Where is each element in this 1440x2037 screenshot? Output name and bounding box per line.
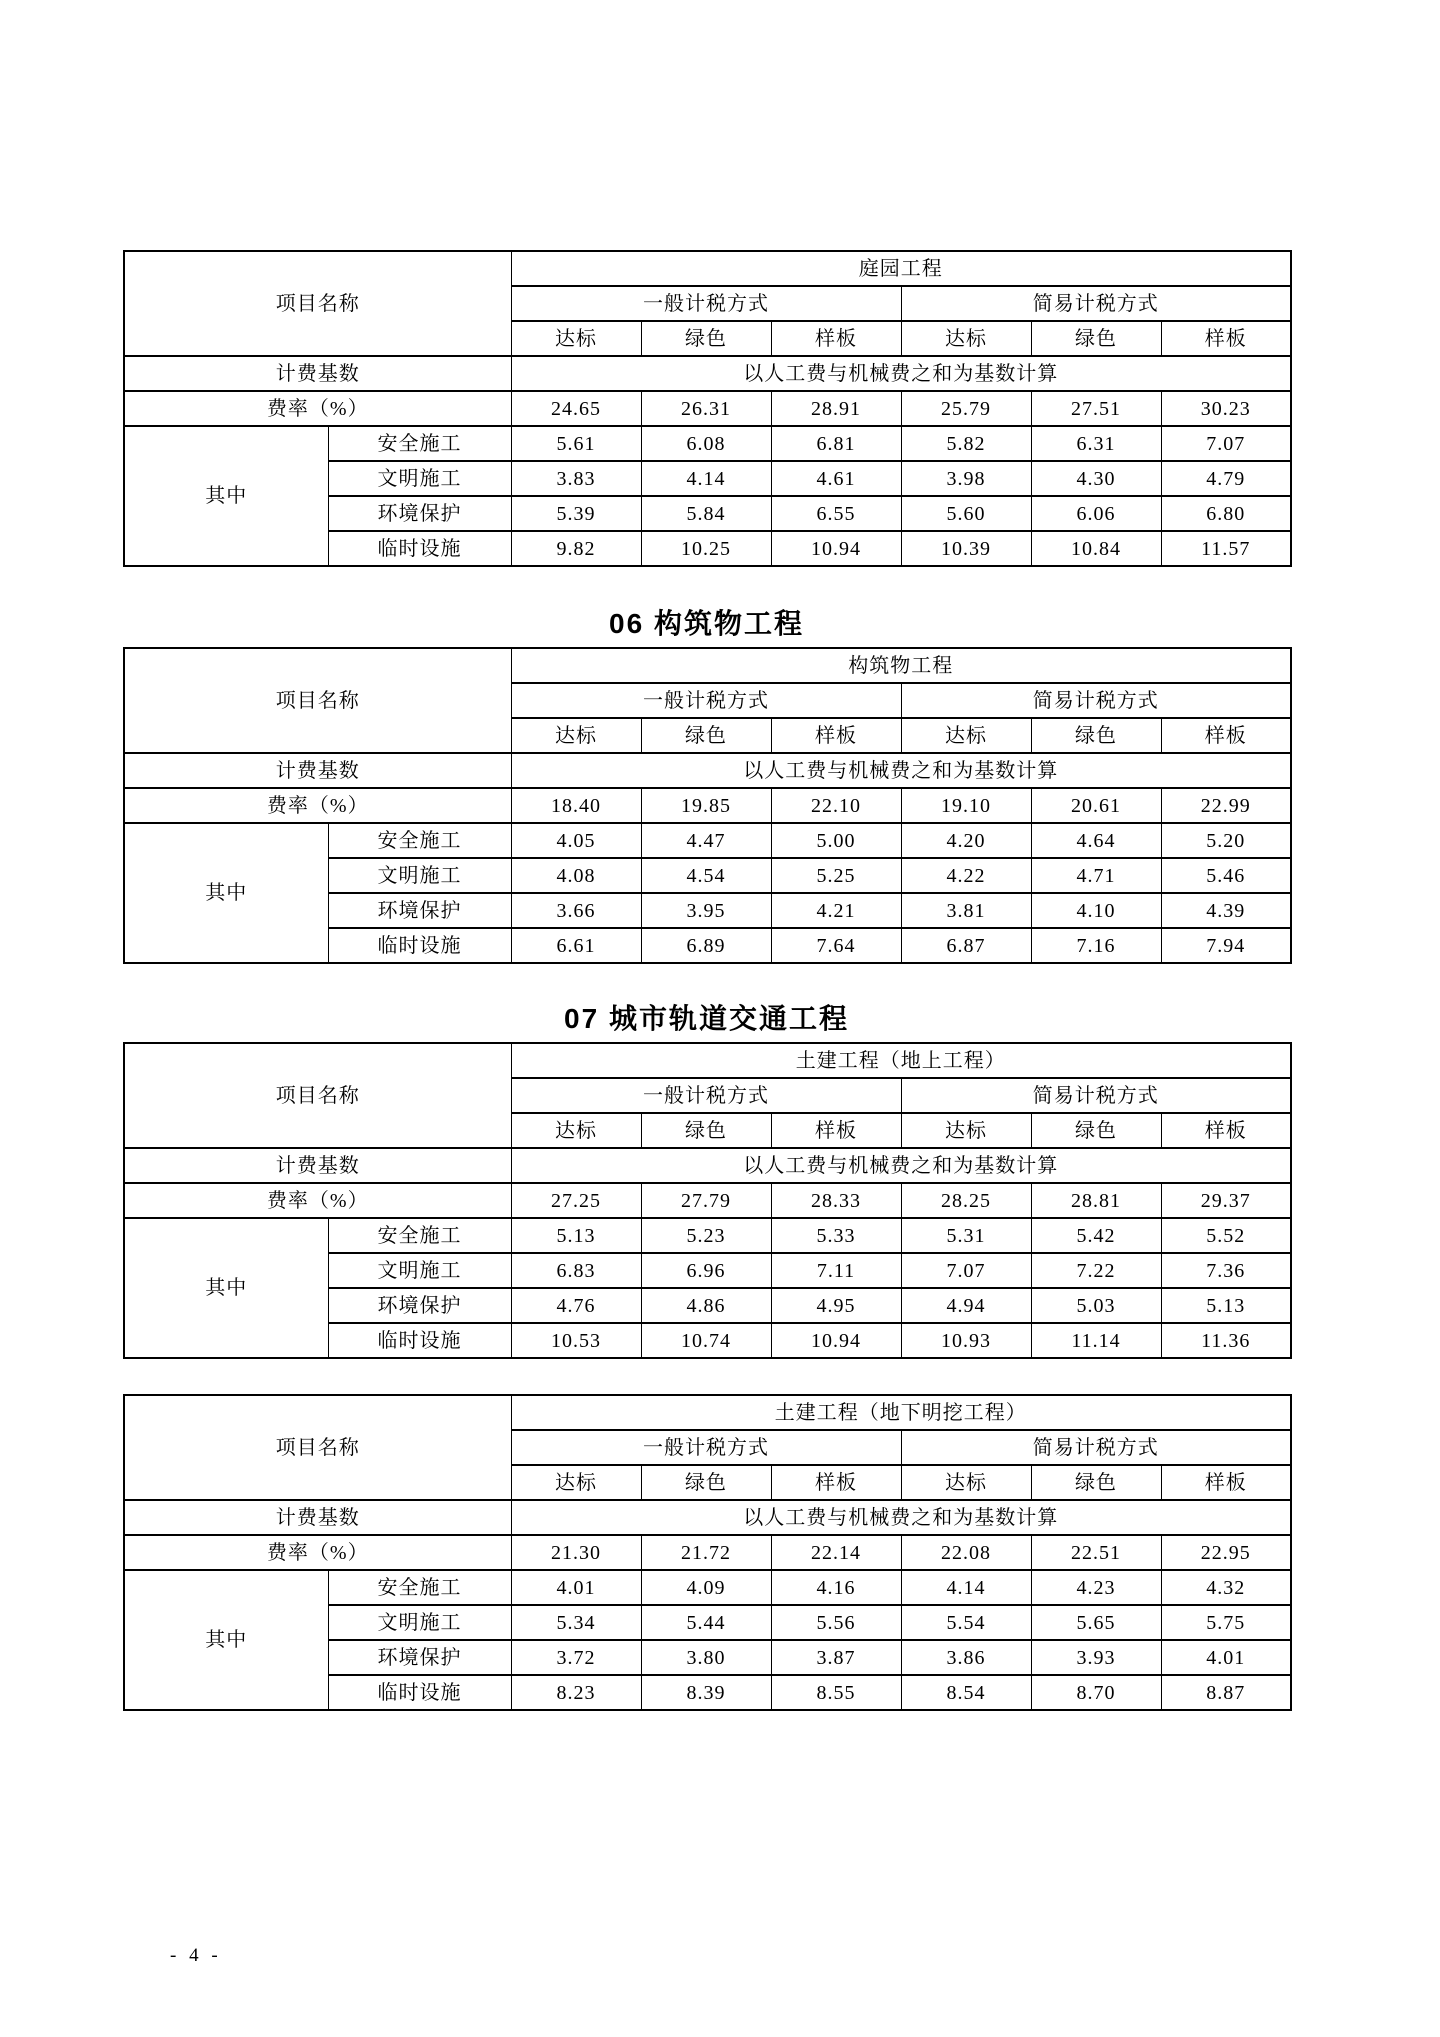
rate-label: 费率（%） (124, 788, 511, 823)
item-value: 3.72 (511, 1640, 641, 1675)
item-value: 4.76 (511, 1288, 641, 1323)
rate-label: 费率（%） (124, 391, 511, 426)
item-value: 4.79 (1161, 461, 1291, 496)
section-heading: 07 城市轨道交通工程 (564, 1003, 849, 1034)
grade-header: 样板 (1161, 718, 1291, 753)
item-label: 环境保护 (328, 1640, 511, 1675)
item-value: 8.87 (1161, 1675, 1291, 1710)
fee-base-label: 计费基数 (124, 1500, 511, 1535)
rate-value: 28.33 (771, 1183, 901, 1218)
table-title: 庭园工程 (511, 251, 1291, 286)
item-value: 4.22 (901, 858, 1031, 893)
item-value: 4.01 (511, 1570, 641, 1605)
item-value: 6.55 (771, 496, 901, 531)
rate-value: 19.85 (641, 788, 771, 823)
fee-base-value: 以人工费与机械费之和为基数计算 (511, 753, 1291, 788)
grade-header: 达标 (901, 321, 1031, 356)
item-value: 6.87 (901, 928, 1031, 963)
tax-method-simple: 简易计税方式 (901, 1078, 1291, 1113)
item-value: 8.54 (901, 1675, 1031, 1710)
item-value: 5.34 (511, 1605, 641, 1640)
item-value: 11.36 (1161, 1323, 1291, 1358)
item-value: 7.07 (901, 1253, 1031, 1288)
fee-rate-table-rail-underground (123, 1394, 1292, 1711)
tax-method-general: 一般计税方式 (511, 1078, 901, 1113)
item-label: 临时设施 (328, 531, 511, 566)
rate-value: 22.10 (771, 788, 901, 823)
item-value: 5.54 (901, 1605, 1031, 1640)
item-value: 5.56 (771, 1605, 901, 1640)
tax-method-simple: 简易计税方式 (901, 286, 1291, 321)
item-label: 临时设施 (328, 1675, 511, 1710)
item-value: 4.39 (1161, 893, 1291, 928)
item-value: 4.01 (1161, 1640, 1291, 1675)
table-title: 构筑物工程 (511, 648, 1291, 683)
among-label: 其中 (124, 823, 328, 963)
item-label: 文明施工 (328, 461, 511, 496)
item-value: 8.55 (771, 1675, 901, 1710)
rate-value: 21.72 (641, 1535, 771, 1570)
item-value: 3.87 (771, 1640, 901, 1675)
tax-method-general: 一般计税方式 (511, 683, 901, 718)
rate-value: 28.25 (901, 1183, 1031, 1218)
item-label: 文明施工 (328, 1605, 511, 1640)
item-value: 4.08 (511, 858, 641, 893)
tax-method-general: 一般计税方式 (511, 1430, 901, 1465)
among-label: 其中 (124, 1570, 328, 1710)
item-value: 10.25 (641, 531, 771, 566)
table-row (124, 1570, 1291, 1605)
grade-header: 样板 (1161, 1465, 1291, 1500)
rate-value: 25.79 (901, 391, 1031, 426)
grade-header: 样板 (771, 1113, 901, 1148)
item-value: 10.94 (771, 531, 901, 566)
section-heading: 06 构筑物工程 (609, 608, 804, 639)
grade-header: 达标 (901, 1113, 1031, 1148)
item-value: 7.64 (771, 928, 901, 963)
item-value: 6.96 (641, 1253, 771, 1288)
rate-value: 28.81 (1031, 1183, 1161, 1218)
grade-header: 样板 (771, 321, 901, 356)
rate-value: 18.40 (511, 788, 641, 823)
item-label: 安全施工 (328, 823, 511, 858)
rate-value: 22.99 (1161, 788, 1291, 823)
rate-value: 27.79 (641, 1183, 771, 1218)
item-label: 文明施工 (328, 1253, 511, 1288)
item-label: 环境保护 (328, 496, 511, 531)
grade-header: 绿色 (1031, 718, 1161, 753)
among-label: 其中 (124, 426, 328, 566)
item-value: 5.39 (511, 496, 641, 531)
among-label: 其中 (124, 1218, 328, 1358)
fee-rate-table-garden (123, 250, 1292, 567)
item-value: 3.93 (1031, 1640, 1161, 1675)
fee-rate-table-structures (123, 647, 1292, 964)
item-value: 5.03 (1031, 1288, 1161, 1323)
item-value: 5.61 (511, 426, 641, 461)
grade-header: 达标 (901, 1465, 1031, 1500)
page-number: - 4 - (170, 1945, 222, 1966)
item-value: 10.53 (511, 1323, 641, 1358)
rate-value: 26.31 (641, 391, 771, 426)
rate-value: 27.25 (511, 1183, 641, 1218)
item-value: 10.39 (901, 531, 1031, 566)
grade-header: 达标 (511, 1113, 641, 1148)
item-value: 10.94 (771, 1323, 901, 1358)
rate-value: 29.37 (1161, 1183, 1291, 1218)
item-value: 3.98 (901, 461, 1031, 496)
rate-value: 22.95 (1161, 1535, 1291, 1570)
rate-value: 22.08 (901, 1535, 1031, 1570)
item-value: 5.65 (1031, 1605, 1161, 1640)
grade-header: 达标 (511, 1465, 641, 1500)
table-row (124, 426, 1291, 461)
fee-base-value: 以人工费与机械费之和为基数计算 (511, 356, 1291, 391)
item-label: 环境保护 (328, 893, 511, 928)
rate-value: 28.91 (771, 391, 901, 426)
item-value: 3.81 (901, 893, 1031, 928)
item-label: 临时设施 (328, 928, 511, 963)
item-value: 4.05 (511, 823, 641, 858)
grade-header: 样板 (771, 1465, 901, 1500)
item-value: 8.23 (511, 1675, 641, 1710)
item-value: 6.83 (511, 1253, 641, 1288)
rate-value: 27.51 (1031, 391, 1161, 426)
item-value: 6.80 (1161, 496, 1291, 531)
item-value: 4.32 (1161, 1570, 1291, 1605)
fee-base-value: 以人工费与机械费之和为基数计算 (511, 1500, 1291, 1535)
item-value: 6.06 (1031, 496, 1161, 531)
item-value: 8.39 (641, 1675, 771, 1710)
fee-base-label: 计费基数 (124, 356, 511, 391)
item-value: 10.74 (641, 1323, 771, 1358)
item-value: 5.84 (641, 496, 771, 531)
item-value: 6.61 (511, 928, 641, 963)
table-row (124, 823, 1291, 858)
item-value: 4.54 (641, 858, 771, 893)
grade-header: 绿色 (641, 1465, 771, 1500)
grade-header: 达标 (511, 718, 641, 753)
item-value: 6.31 (1031, 426, 1161, 461)
top-margin (123, 0, 1290, 250)
item-value: 10.84 (1031, 531, 1161, 566)
item-value: 3.83 (511, 461, 641, 496)
item-value: 3.66 (511, 893, 641, 928)
grade-header: 样板 (771, 718, 901, 753)
grade-header: 绿色 (641, 321, 771, 356)
item-value: 5.00 (771, 823, 901, 858)
item-value: 8.70 (1031, 1675, 1161, 1710)
item-value: 5.75 (1161, 1605, 1291, 1640)
rate-value: 20.61 (1031, 788, 1161, 823)
item-value: 3.80 (641, 1640, 771, 1675)
item-value: 5.13 (1161, 1288, 1291, 1323)
item-value: 11.57 (1161, 531, 1291, 566)
item-value: 4.21 (771, 893, 901, 928)
fee-base-label: 计费基数 (124, 1148, 511, 1183)
table-row (124, 1218, 1291, 1253)
item-value: 5.44 (641, 1605, 771, 1640)
item-value: 9.82 (511, 531, 641, 566)
fee-base-value: 以人工费与机械费之和为基数计算 (511, 1148, 1291, 1183)
rate-label: 费率（%） (124, 1535, 511, 1570)
rate-value: 30.23 (1161, 391, 1291, 426)
section-garden (123, 250, 1290, 567)
item-value: 7.11 (771, 1253, 901, 1288)
section-rail-transit-underground (123, 1394, 1290, 1711)
table-title: 土建工程（地上工程） (511, 1043, 1291, 1078)
project-name-header: 项目名称 (124, 648, 511, 753)
item-value: 10.93 (901, 1323, 1031, 1358)
item-value: 7.36 (1161, 1253, 1291, 1288)
rate-value: 22.51 (1031, 1535, 1161, 1570)
item-value: 4.95 (771, 1288, 901, 1323)
item-value: 4.20 (901, 823, 1031, 858)
grade-header: 达标 (901, 718, 1031, 753)
rate-label: 费率（%） (124, 1183, 511, 1218)
item-value: 6.81 (771, 426, 901, 461)
grade-header: 绿色 (641, 718, 771, 753)
item-value: 7.16 (1031, 928, 1161, 963)
item-value: 5.52 (1161, 1218, 1291, 1253)
grade-header: 绿色 (641, 1113, 771, 1148)
item-value: 11.14 (1031, 1323, 1161, 1358)
grade-header: 绿色 (1031, 1465, 1161, 1500)
item-value: 4.47 (641, 823, 771, 858)
item-value: 4.10 (1031, 893, 1161, 928)
grade-header: 样板 (1161, 321, 1291, 356)
item-value: 7.07 (1161, 426, 1291, 461)
rate-value: 24.65 (511, 391, 641, 426)
item-value: 3.95 (641, 893, 771, 928)
item-label: 安全施工 (328, 1218, 511, 1253)
item-value: 5.23 (641, 1218, 771, 1253)
item-value: 7.22 (1031, 1253, 1161, 1288)
item-value: 5.20 (1161, 823, 1291, 858)
document-content (123, 0, 1290, 1711)
item-value: 5.60 (901, 496, 1031, 531)
fee-rate-table-rail-above (123, 1042, 1292, 1359)
item-value: 6.89 (641, 928, 771, 963)
item-label: 文明施工 (328, 858, 511, 893)
project-name-header: 项目名称 (124, 1043, 511, 1148)
item-value: 5.13 (511, 1218, 641, 1253)
item-value: 5.46 (1161, 858, 1291, 893)
item-label: 临时设施 (328, 1323, 511, 1358)
project-name-header: 项目名称 (124, 251, 511, 356)
fee-base-label: 计费基数 (124, 753, 511, 788)
item-value: 4.14 (901, 1570, 1031, 1605)
rate-value: 22.14 (771, 1535, 901, 1570)
item-value: 4.16 (771, 1570, 901, 1605)
tax-method-general: 一般计税方式 (511, 286, 901, 321)
item-value: 4.94 (901, 1288, 1031, 1323)
item-label: 安全施工 (328, 426, 511, 461)
item-value: 4.64 (1031, 823, 1161, 858)
item-value: 5.25 (771, 858, 901, 893)
item-value: 4.23 (1031, 1570, 1161, 1605)
item-value: 4.86 (641, 1288, 771, 1323)
item-value: 4.71 (1031, 858, 1161, 893)
rate-value: 19.10 (901, 788, 1031, 823)
grade-header: 样板 (1161, 1113, 1291, 1148)
item-value: 5.31 (901, 1218, 1031, 1253)
item-value: 6.08 (641, 426, 771, 461)
item-value: 4.61 (771, 461, 901, 496)
section-structures (123, 609, 1290, 964)
item-value: 7.94 (1161, 928, 1291, 963)
project-name-header: 项目名称 (124, 1395, 511, 1500)
grade-header: 绿色 (1031, 1113, 1161, 1148)
table-title: 土建工程（地下明挖工程） (511, 1395, 1291, 1430)
section-rail-transit-above (123, 1004, 1290, 1359)
tax-method-simple: 简易计税方式 (901, 1430, 1291, 1465)
grade-header: 达标 (511, 321, 641, 356)
item-value: 3.86 (901, 1640, 1031, 1675)
tax-method-simple: 简易计税方式 (901, 683, 1291, 718)
item-value: 4.09 (641, 1570, 771, 1605)
item-value: 4.14 (641, 461, 771, 496)
item-value: 5.33 (771, 1218, 901, 1253)
item-value: 5.82 (901, 426, 1031, 461)
item-value: 4.30 (1031, 461, 1161, 496)
item-label: 环境保护 (328, 1288, 511, 1323)
rate-value: 21.30 (511, 1535, 641, 1570)
item-label: 安全施工 (328, 1570, 511, 1605)
item-value: 5.42 (1031, 1218, 1161, 1253)
grade-header: 绿色 (1031, 321, 1161, 356)
